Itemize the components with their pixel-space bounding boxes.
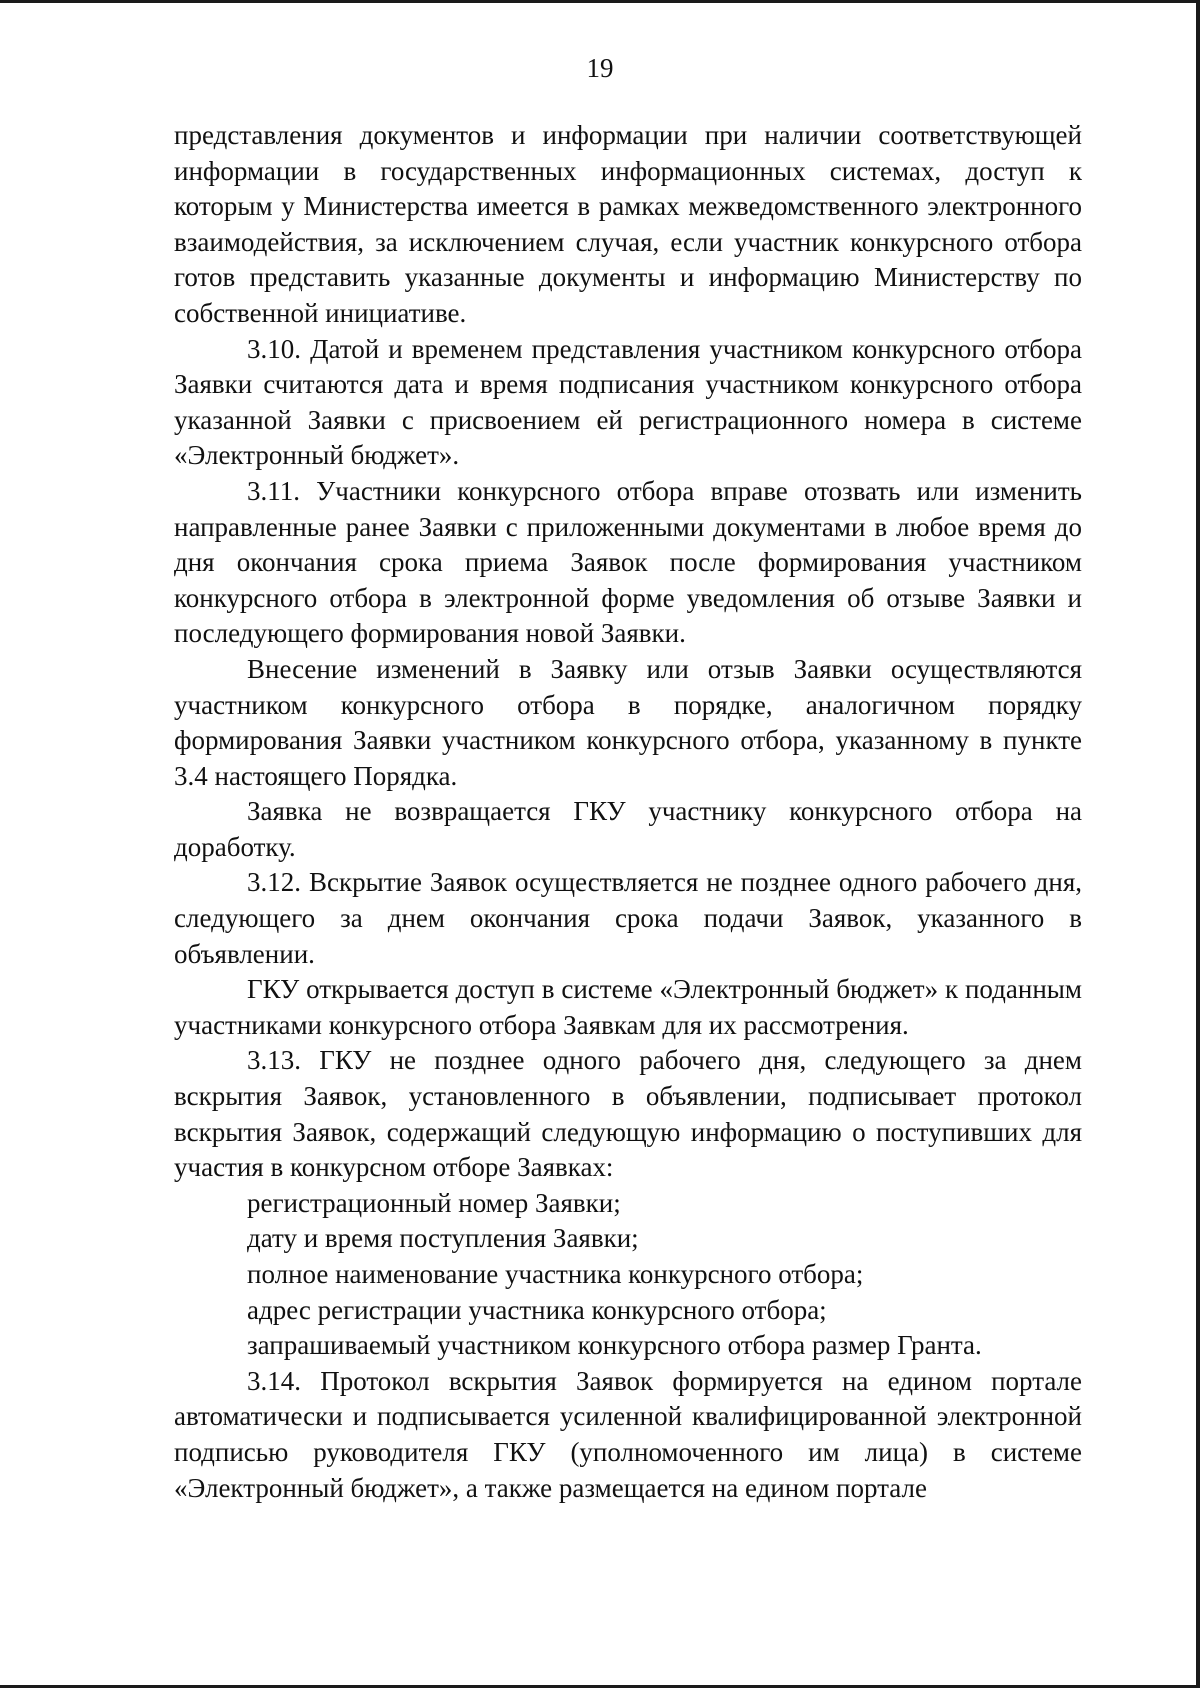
list-item: запрашиваемый участником конкурсного отбора размер Гранта.	[247, 1330, 982, 1361]
document-body	[174, 118, 1082, 1506]
list-item: регистрационный номер Заявки;	[247, 1187, 621, 1218]
paragraph-3-11: 3.11. Участники конкурсного отбора вправе отозвать или изменить направленные ранее Заявки с приложенными документами в любое время до дня окончания срока приема Заявок после формирования участником конкурсного отбора в электронной форме уведомления об отзыве Заявки и последующего формирования новой Заявки.	[174, 475, 1082, 649]
page-number: 19	[586, 53, 614, 83]
paragraph-access: ГКУ открывается доступ в системе «Электронный бюджет» к поданным участниками конкурсного отбора Заявкам для их рассмотрения.	[174, 974, 1082, 1040]
list-item: адрес регистрации участника конкурсного отбора;	[247, 1294, 827, 1325]
list-item: дату и время поступления Заявки;	[247, 1223, 639, 1254]
scan-edge-right	[1196, 0, 1200, 1688]
list-item: полное наименование участника конкурсного отбора;	[247, 1259, 864, 1289]
paragraph-3-14: 3.14. Протокол вскрытия Заявок формируется на едином портале автоматически и подписывается усиленной квалифицированной электронной подписью руководителя ГКУ (уполномоченного им лица) в системе «Электронный бюджет», а также размещается на едином портале	[174, 1365, 1082, 1503]
paragraph-amendments: Внесение изменений в Заявку или отзыв Заявки осуществляются участником конкурсного отбора в порядке, аналогичном порядку формирования Заявки участником конкурсного отбора, указанному в пункте 3.4 настоящего Порядка.	[174, 653, 1082, 791]
paragraph-3-12: 3.12. Вскрытие Заявок осуществляется не позднее одного рабочего дня, следующего за днем окончания срока подачи Заявок, указанного в объявлении.	[174, 867, 1082, 969]
paragraph-3-10: 3.10. Датой и временем представления участником конкурсного отбора Заявки считаются дата и время подписания участником конкурсного отбора указанной Заявки с присвоением ей регистрационного номера в системе «Электронный бюджет».	[174, 333, 1082, 471]
scan-edge-top	[0, 0, 1200, 3]
paragraph-3-13: 3.13. ГКУ не позднее одного рабочего дня, следующего за днем вскрытия Заявок, установленного в объявлении, подписывает протокол вскрытия Заявок, содержащий следующую информацию о поступивших для участия в конкурсном отборе Заявках:	[174, 1045, 1082, 1183]
paragraph-continuation: представления документов и информации при наличии соответствующей информации в государственных информационных системах, доступ к которым у Министерства имеется в рамках межведомственного электронного взаимодействия, за исключением случая, если участник конкурсного отбора готов представить указанные документы и информацию Министерству по собственной инициативе.	[174, 120, 1082, 328]
paragraph-no-return: Заявка не возвращается ГКУ участнику конкурсного отбора на доработку.	[174, 796, 1082, 862]
